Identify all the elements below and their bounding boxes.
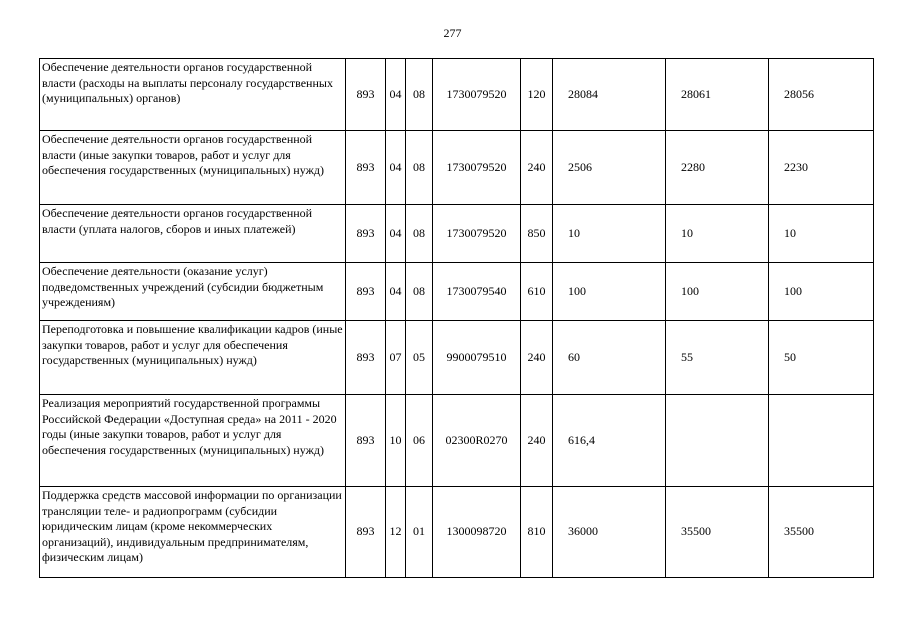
ministry-code: 893 xyxy=(346,205,386,263)
table-row xyxy=(40,487,874,578)
amount-year-2: 2280 xyxy=(666,131,769,205)
target-code: 1730079540 xyxy=(433,263,521,321)
ministry-code: 893 xyxy=(346,487,386,578)
subsection-code: 08 xyxy=(406,59,433,131)
section-code: 10 xyxy=(386,395,406,487)
amount-year-2: 28061 xyxy=(666,59,769,131)
target-code: 9900079510 xyxy=(433,321,521,395)
expense-type-code: 850 xyxy=(521,205,553,263)
target-code: 1300098720 xyxy=(433,487,521,578)
amount-year-3: 2230 xyxy=(769,131,874,205)
table-row xyxy=(40,131,874,205)
amount-year-3: 35500 xyxy=(769,487,874,578)
ministry-code: 893 xyxy=(346,321,386,395)
expense-type-code: 240 xyxy=(521,321,553,395)
row-name: Поддержка средств массовой информации по организации трансляции теле- и радиопрограмм (субсидии юридическим лицам (кроме некоммерческих организаций), индивидуальным предпринимателям, физическим лицам) xyxy=(40,487,346,578)
subsection-code: 06 xyxy=(406,395,433,487)
row-name: Реализация мероприятий государственной программы Российской Федерации «Доступная среда» на 2011 - 2020 годы (иные закупки товаров, работ и услуг для обеспечения государственных (муниципальных) нужд) xyxy=(40,395,346,487)
amount-year-3 xyxy=(769,395,874,487)
subsection-code: 08 xyxy=(406,131,433,205)
amount-year-2: 55 xyxy=(666,321,769,395)
ministry-code: 893 xyxy=(346,395,386,487)
amount-year-1: 2506 xyxy=(553,131,666,205)
section-code: 07 xyxy=(386,321,406,395)
ministry-code: 893 xyxy=(346,59,386,131)
amount-year-1: 100 xyxy=(553,263,666,321)
row-name: Переподготовка и повышение квалификации кадров (иные закупки товаров, работ и услуг для обеспечения государственных (муниципальных) нужд) xyxy=(40,321,346,395)
subsection-code: 08 xyxy=(406,263,433,321)
target-code: 02300R0270 xyxy=(433,395,521,487)
subsection-code: 05 xyxy=(406,321,433,395)
section-code: 04 xyxy=(386,131,406,205)
row-name: Обеспечение деятельности органов государственной власти (расходы на выплаты персоналу государственных (муниципальных) органов) xyxy=(40,59,346,131)
ministry-code: 893 xyxy=(346,131,386,205)
page-number: 277 xyxy=(443,26,462,40)
expense-type-code: 810 xyxy=(521,487,553,578)
amount-year-3: 100 xyxy=(769,263,874,321)
budget-table xyxy=(39,58,874,578)
amount-year-2: 100 xyxy=(666,263,769,321)
table-row xyxy=(40,321,874,395)
amount-year-3: 10 xyxy=(769,205,874,263)
ministry-code: 893 xyxy=(346,263,386,321)
table-row xyxy=(40,395,874,487)
amount-year-3: 28056 xyxy=(769,59,874,131)
expense-type-code: 610 xyxy=(521,263,553,321)
table-row xyxy=(40,205,874,263)
row-name: Обеспечение деятельности органов государственной власти (уплата налогов, сборов и иных платежей) xyxy=(40,205,346,263)
amount-year-1: 28084 xyxy=(553,59,666,131)
expense-type-code: 240 xyxy=(521,131,553,205)
amount-year-1: 36000 xyxy=(553,487,666,578)
row-name: Обеспечение деятельности (оказание услуг) подведомственных учреждений (субсидии бюджетным учреждениям) xyxy=(40,263,346,321)
amount-year-2: 10 xyxy=(666,205,769,263)
section-code: 04 xyxy=(386,205,406,263)
table-row xyxy=(40,59,874,131)
section-code: 12 xyxy=(386,487,406,578)
target-code: 1730079520 xyxy=(433,205,521,263)
expense-type-code: 120 xyxy=(521,59,553,131)
amount-year-3: 50 xyxy=(769,321,874,395)
section-code: 04 xyxy=(386,263,406,321)
amount-year-1: 10 xyxy=(553,205,666,263)
amount-year-1: 60 xyxy=(553,321,666,395)
amount-year-1: 616,4 xyxy=(553,395,666,487)
target-code: 1730079520 xyxy=(433,59,521,131)
subsection-code: 08 xyxy=(406,205,433,263)
target-code: 1730079520 xyxy=(433,131,521,205)
row-name: Обеспечение деятельности органов государственной власти (иные закупки товаров, работ и услуг для обеспечения государственных (муниципальных) нужд) xyxy=(40,131,346,205)
amount-year-2 xyxy=(666,395,769,487)
section-code: 04 xyxy=(386,59,406,131)
expense-type-code: 240 xyxy=(521,395,553,487)
amount-year-2: 35500 xyxy=(666,487,769,578)
table-row xyxy=(40,263,874,321)
subsection-code: 01 xyxy=(406,487,433,578)
